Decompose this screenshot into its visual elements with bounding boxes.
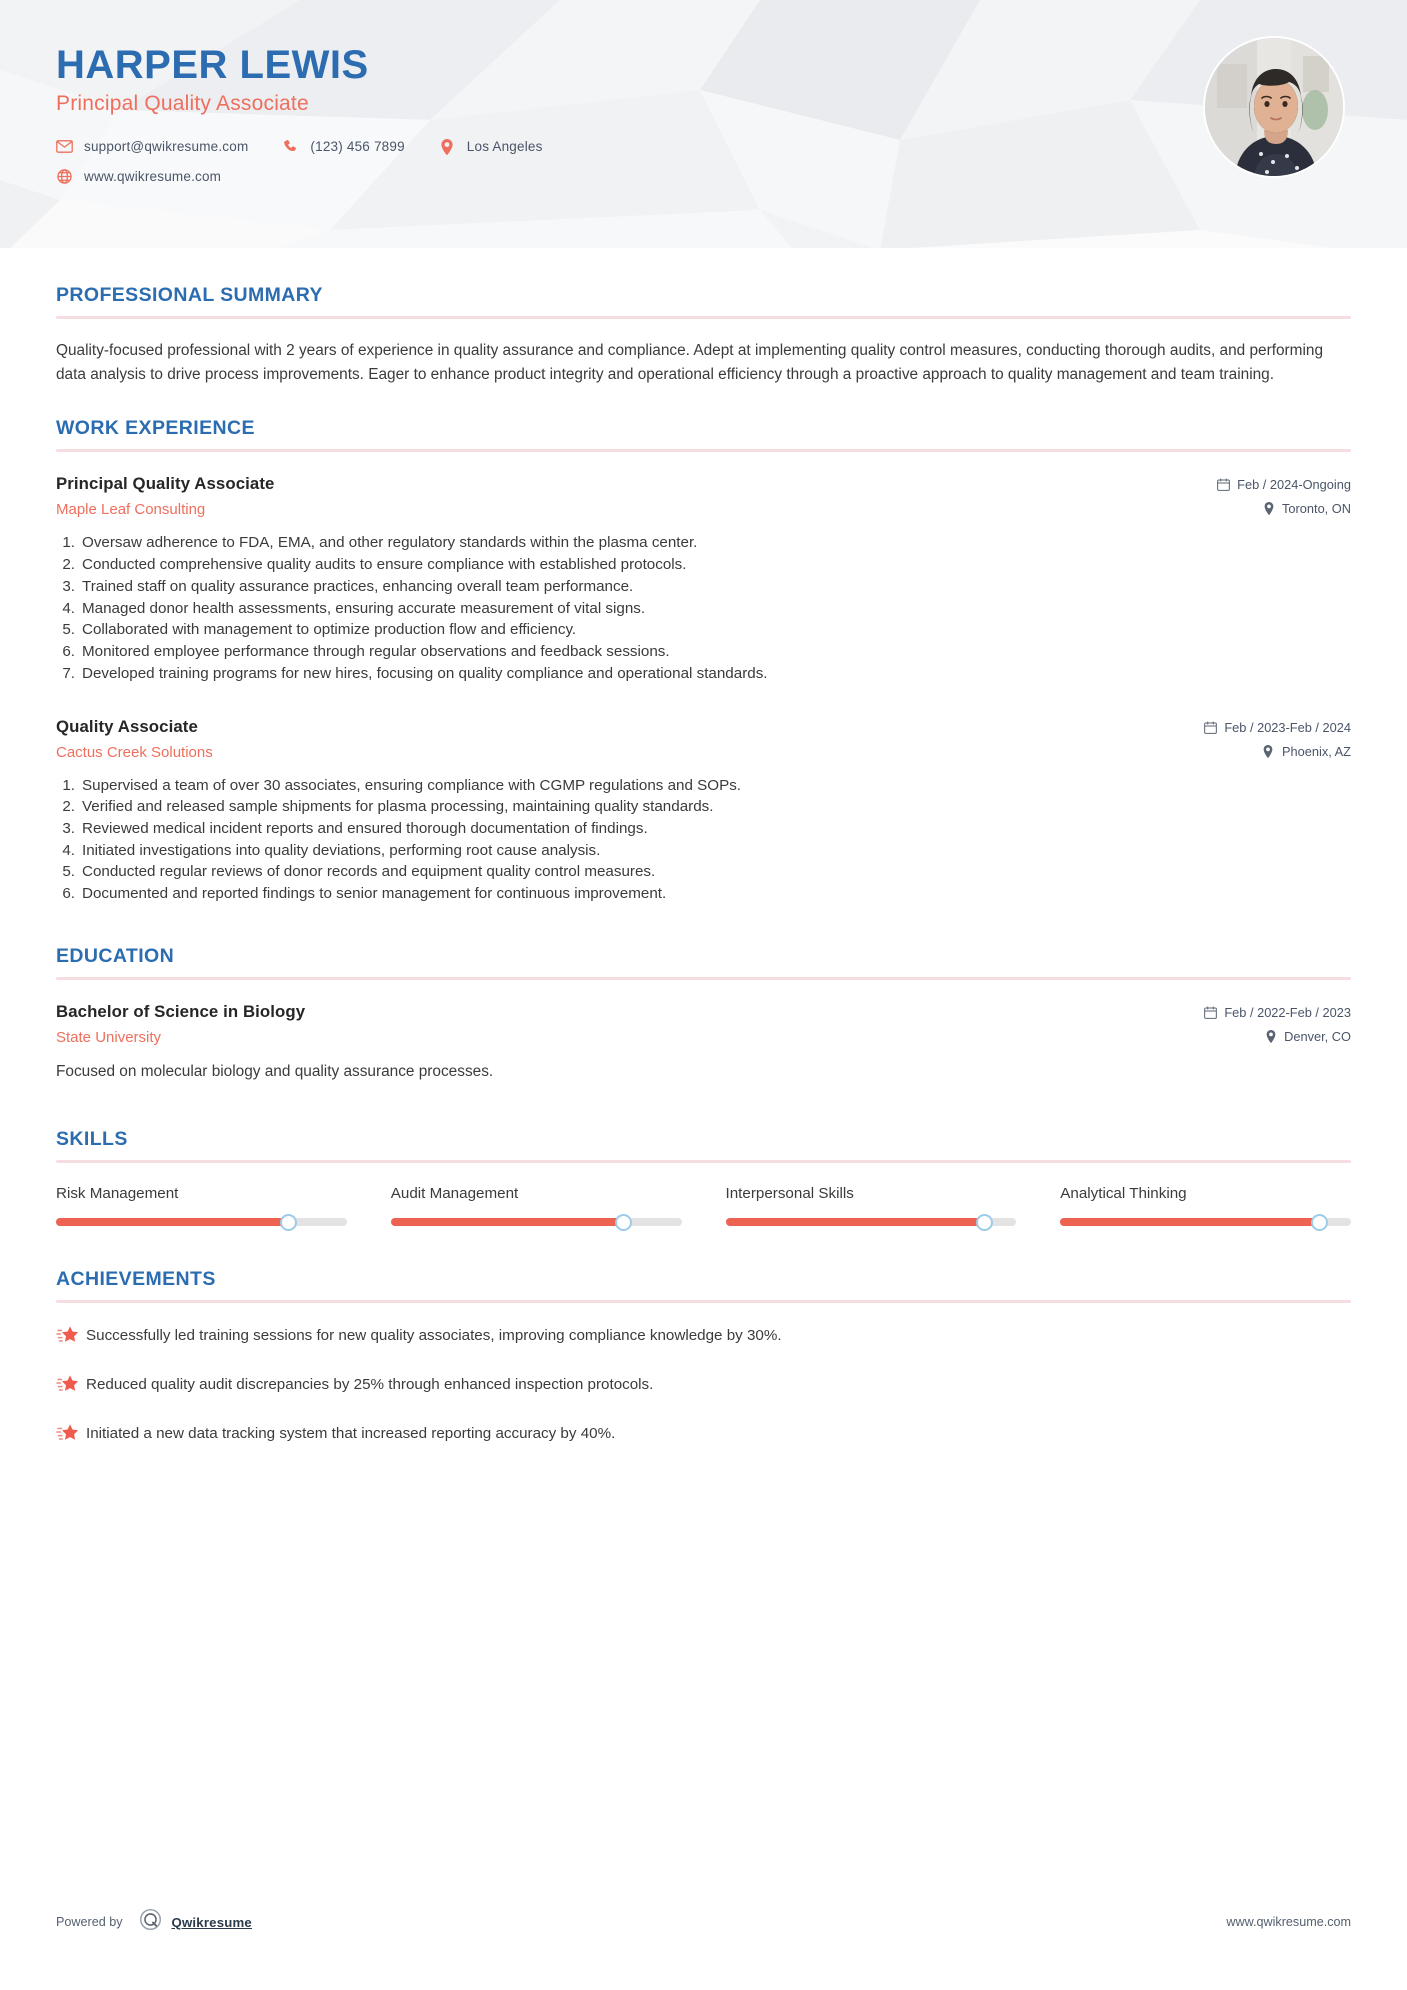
education-location bbox=[1204, 1029, 1351, 1044]
section-divider bbox=[56, 449, 1351, 452]
section-skills bbox=[56, 1128, 1351, 1226]
achievement-text: Initiated a new data tracking system that increased reporting accuracy by 40%. bbox=[86, 1425, 616, 1443]
experience-location bbox=[1204, 744, 1351, 759]
experience-location-text: Toronto, ON bbox=[1282, 501, 1351, 517]
skill-progress-fill bbox=[56, 1218, 289, 1226]
skill-progress-knob[interactable] bbox=[280, 1214, 297, 1231]
achievements-list bbox=[56, 1323, 1351, 1451]
star-icon bbox=[56, 1372, 86, 1402]
list-item bbox=[56, 576, 1351, 598]
contact-row-primary bbox=[56, 138, 1407, 155]
list-item bbox=[56, 598, 1351, 620]
candidate-job-title: Principal Quality Associate bbox=[56, 92, 309, 115]
avatar bbox=[1203, 36, 1345, 178]
contact-email-text: support@qwikresume.com bbox=[84, 139, 249, 154]
experience-role: Principal Quality Associate bbox=[56, 474, 275, 494]
bullet-number: 4. bbox=[62, 841, 75, 859]
list-item bbox=[56, 840, 1351, 862]
footer-website[interactable]: www.qwikresume.com bbox=[1226, 1915, 1351, 1929]
bullet-text: Managed donor health assessments, ensuring accurate measurement of vital signs. bbox=[82, 599, 646, 617]
bullet-number: 2. bbox=[62, 556, 75, 574]
experience-date-text: Feb / 2023-Feb / 2024 bbox=[1224, 719, 1351, 735]
location-pin-icon bbox=[1264, 1030, 1277, 1043]
resume-body bbox=[0, 284, 1407, 1451]
bullet-text: Verified and released sample shipments for plasma processing, maintaining quality standards. bbox=[82, 798, 714, 816]
education-degree: Bachelor of Science in Biology bbox=[56, 1001, 306, 1021]
qwikresume-brand-link[interactable]: Qwikresume bbox=[171, 1914, 252, 1930]
list-item bbox=[56, 619, 1351, 641]
contact-row-secondary bbox=[56, 168, 1407, 185]
contact-phone[interactable] bbox=[282, 138, 404, 155]
avatar-portrait bbox=[1205, 38, 1345, 178]
achievement-text: Reduced quality audit discrepancies by 25% through enhanced inspection protocols. bbox=[86, 1376, 654, 1394]
star-icon bbox=[56, 1421, 86, 1451]
experience-date bbox=[1204, 720, 1351, 735]
bullet-text: Supervised a team of over 30 associates, ensuring compliance with CGMP regulations and SOPs. bbox=[82, 776, 742, 794]
skill-item bbox=[726, 1185, 1061, 1226]
skill-label: Risk Management bbox=[56, 1185, 179, 1203]
bullet-number: 2. bbox=[62, 798, 75, 816]
contact-website[interactable] bbox=[56, 168, 221, 185]
contact-location bbox=[439, 138, 543, 155]
section-divider bbox=[56, 1300, 1351, 1303]
skills-grid bbox=[56, 1185, 1351, 1226]
section-divider bbox=[56, 977, 1351, 980]
experience-location bbox=[1217, 501, 1351, 516]
list-item bbox=[56, 818, 1351, 840]
list-item bbox=[56, 1372, 1351, 1402]
education-entry bbox=[56, 1002, 1351, 1084]
bullet-text: Conducted comprehensive quality audits to ensure compliance with established protocols. bbox=[82, 556, 687, 574]
contact-phone-text: (123) 456 7899 bbox=[310, 139, 405, 154]
contact-website-text: www.qwikresume.com bbox=[84, 169, 222, 184]
bullet-number: 6. bbox=[62, 643, 75, 661]
skill-progress-track[interactable] bbox=[391, 1218, 682, 1226]
skill-progress-track[interactable] bbox=[726, 1218, 1017, 1226]
section-title-summary: PROFESSIONAL SUMMARY bbox=[56, 284, 323, 306]
list-item bbox=[56, 883, 1351, 905]
location-pin-icon bbox=[1262, 745, 1275, 758]
education-location-text: Denver, CO bbox=[1284, 1028, 1351, 1044]
experience-role: Quality Associate bbox=[56, 716, 198, 736]
skill-item bbox=[56, 1185, 391, 1226]
location-pin-icon bbox=[439, 138, 456, 155]
bullet-number: 6. bbox=[62, 885, 75, 903]
globe-icon bbox=[56, 168, 73, 185]
section-title-skills: SKILLS bbox=[56, 1128, 128, 1151]
list-item bbox=[56, 663, 1351, 685]
phone-icon bbox=[282, 138, 299, 155]
experience-organization: Cactus Creek Solutions bbox=[56, 743, 213, 761]
list-item bbox=[56, 1323, 1351, 1353]
experience-bullet-list bbox=[56, 532, 1351, 684]
list-item bbox=[56, 1421, 1351, 1451]
section-education bbox=[56, 945, 1351, 1084]
powered-by-label: Powered by bbox=[56, 1915, 123, 1929]
summary-text: Quality-focused professional with 2 years of experience in quality assurance and compliance. Adept at implementing quality control measures, conducting thorough audits, and performing data analysis to drive process improvements. Eager to enhance product integrity and operational efficiency through a proactive approach to quality management and team training. bbox=[56, 342, 1324, 384]
list-item bbox=[56, 861, 1351, 883]
section-title-experience: WORK EXPERIENCE bbox=[56, 417, 255, 440]
education-date-text: Feb / 2022-Feb / 2023 bbox=[1224, 1004, 1351, 1020]
list-item bbox=[56, 796, 1351, 818]
bullet-text: Trained staff on quality assurance practices, enhancing overall team performance. bbox=[82, 577, 634, 595]
list-item bbox=[56, 532, 1351, 554]
calendar-icon bbox=[1204, 1006, 1217, 1019]
skill-progress-track[interactable] bbox=[56, 1218, 347, 1226]
location-pin-icon bbox=[1262, 502, 1275, 515]
page-footer bbox=[56, 1908, 1351, 1936]
experience-date-text: Feb / 2024-Ongoing bbox=[1237, 477, 1351, 493]
education-date bbox=[1204, 1005, 1351, 1020]
bullet-text: Collaborated with management to optimize production flow and efficiency. bbox=[82, 621, 577, 639]
list-item bbox=[56, 554, 1351, 576]
resume-header bbox=[0, 0, 1407, 258]
experience-entry bbox=[56, 717, 1351, 905]
skill-progress-knob[interactable] bbox=[615, 1214, 632, 1231]
skill-item bbox=[1060, 1185, 1351, 1226]
bullet-number: 1. bbox=[62, 534, 75, 552]
experience-bullet-list bbox=[56, 775, 1351, 905]
skill-progress-knob[interactable] bbox=[976, 1214, 993, 1231]
skill-progress-fill bbox=[391, 1218, 624, 1226]
bullet-text: Developed training programs for new hires, focusing on quality compliance and operational standards. bbox=[82, 664, 768, 682]
skill-progress-track[interactable] bbox=[1060, 1218, 1351, 1226]
bullet-number: 4. bbox=[62, 599, 75, 617]
skill-progress-knob[interactable] bbox=[1311, 1214, 1328, 1231]
calendar-icon bbox=[1217, 478, 1230, 491]
skill-label: Interpersonal Skills bbox=[725, 1185, 854, 1203]
footer-branding bbox=[56, 1908, 252, 1936]
experience-date bbox=[1217, 477, 1351, 492]
experience-organization: Maple Leaf Consulting bbox=[56, 501, 206, 519]
qwikresume-logo-icon bbox=[139, 1908, 162, 1936]
section-divider bbox=[56, 316, 1351, 319]
list-item bbox=[56, 775, 1351, 797]
skill-item bbox=[391, 1185, 726, 1226]
contact-location-text: Los Angeles bbox=[466, 139, 543, 154]
calendar-icon bbox=[1204, 721, 1217, 734]
section-professional-summary bbox=[56, 284, 1351, 387]
bullet-number: 5. bbox=[62, 863, 75, 881]
email-icon bbox=[56, 138, 73, 155]
list-item bbox=[56, 641, 1351, 663]
bullet-number: 1. bbox=[62, 776, 75, 794]
bullet-text: Oversaw adherence to FDA, EMA, and other regulatory standards within the plasma center. bbox=[82, 534, 698, 552]
bullet-number: 7. bbox=[62, 664, 75, 682]
skill-label: Analytical Thinking bbox=[1060, 1185, 1187, 1203]
bullet-text: Reviewed medical incident reports and ensured thorough documentation of findings. bbox=[82, 819, 648, 837]
bullet-number: 3. bbox=[62, 577, 75, 595]
skill-label: Audit Management bbox=[390, 1185, 519, 1203]
section-divider bbox=[56, 1160, 1351, 1163]
bullet-text: Documented and reported findings to senior management for continuous improvement. bbox=[82, 885, 667, 903]
education-note: Focused on molecular biology and quality assurance processes. bbox=[56, 1062, 494, 1080]
section-work-experience bbox=[56, 417, 1351, 905]
contact-email[interactable] bbox=[56, 138, 248, 155]
section-title-achievements: ACHIEVEMENTS bbox=[56, 1268, 216, 1291]
experience-location-text: Phoenix, AZ bbox=[1281, 743, 1351, 759]
bullet-text: Initiated investigations into quality deviations, performing root cause analysis. bbox=[82, 841, 601, 859]
bullet-number: 3. bbox=[62, 819, 75, 837]
bullet-text: Conducted regular reviews of donor records and equipment quality control measures. bbox=[82, 863, 656, 881]
star-icon bbox=[56, 1323, 86, 1353]
section-title-education: EDUCATION bbox=[56, 944, 175, 967]
skill-progress-fill bbox=[1060, 1218, 1319, 1226]
skill-progress-fill bbox=[726, 1218, 985, 1226]
section-achievements bbox=[56, 1268, 1351, 1451]
bullet-number: 5. bbox=[62, 621, 75, 639]
bullet-text: Monitored employee performance through regular observations and feedback sessions. bbox=[82, 643, 670, 661]
experience-entry bbox=[56, 474, 1351, 684]
education-school: State University bbox=[56, 1028, 162, 1046]
achievement-text: Successfully led training sessions for new quality associates, improving compliance knowledge by 30%. bbox=[86, 1327, 782, 1345]
candidate-name: HARPER LEWIS bbox=[56, 43, 369, 87]
